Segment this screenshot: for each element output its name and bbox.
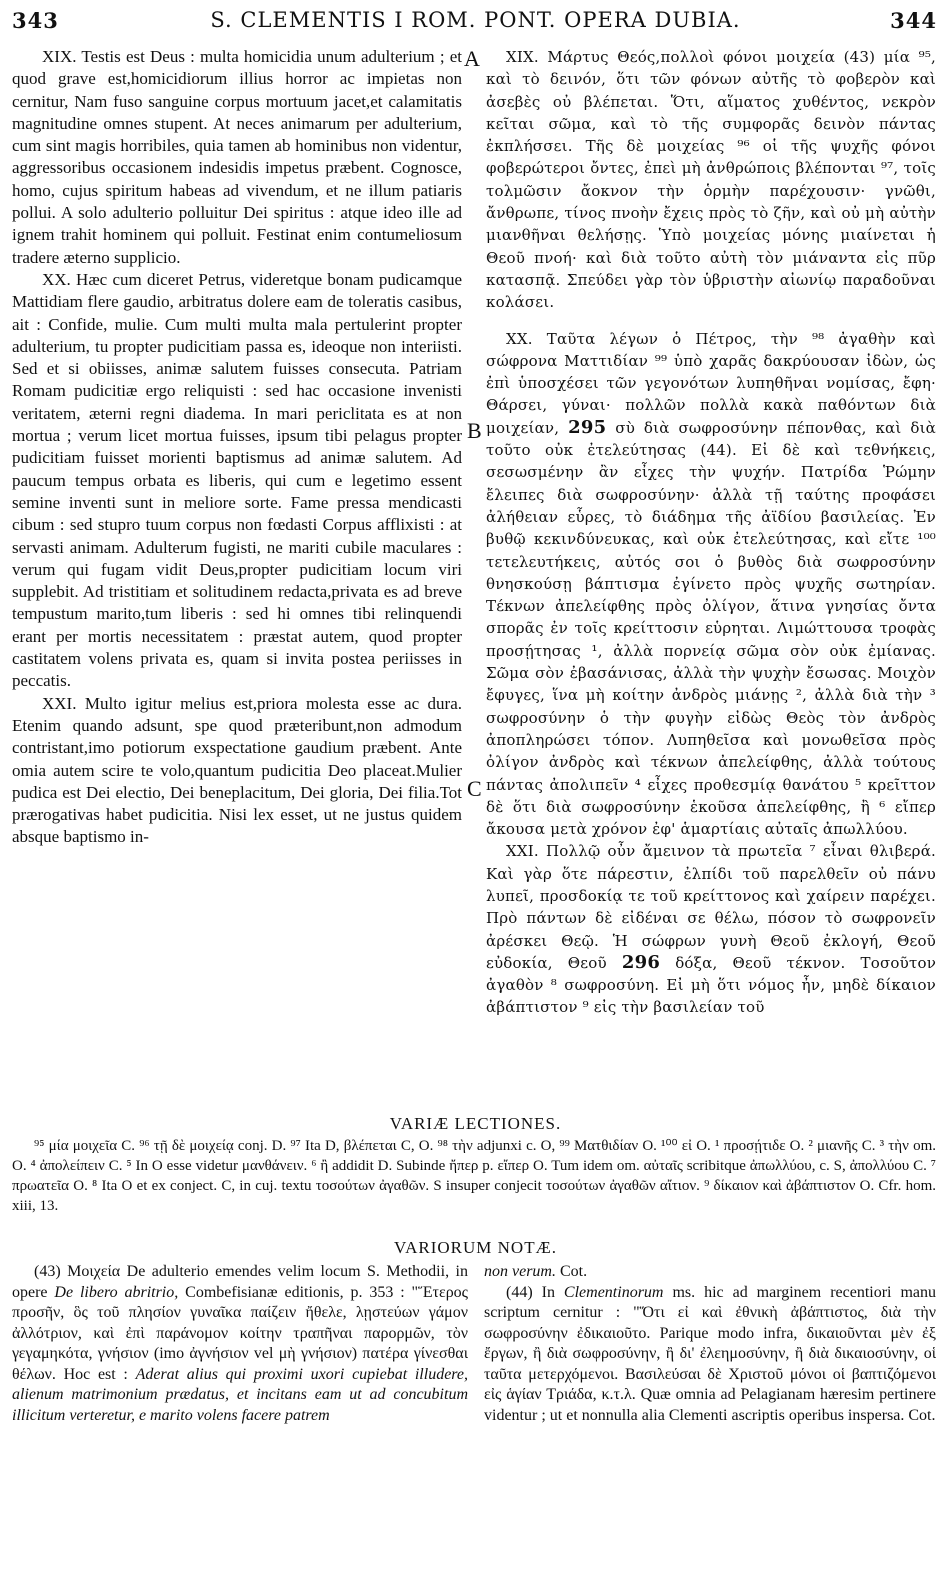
latin-section-xix: XIX. Testis est Deus : multa homicidia unum adulterium ; et quod grave est,homicidiorum illius horror ac impietas non cernitur, Nam fuso sanguine corpus mortuum jacet,et calamitatis magnitudine omnes stupent. At neces animarum per adulterium, cum sint magis horribiles, quia tamen ab hominibus non videntur, aggressoribus occasionem indesidis impetus præbent. Cognosce, homo, cujus spiritum habeas ad vivendum, et ne illum patiaris pollui. A solo adulterio polluitur Dei spiritus : atque ideo ille ad ignem trahit hominem qui polluit. Festinat enim contumeliosum tradere æterno supplicio. (12, 47, 462, 267)
greek-section-xx (486, 328, 936, 841)
greek-xx-part-a: XX. Ταῦτα λέγων ὁ Πέτρος, τὴν ⁹⁸ ἀγαθὴν καὶ σώφρονα Ματτιδίαν ⁹⁹ ὑπὸ χαρᾶς δακρύουσαν ἰδὼν, ὡς ἐπὶ ὑποσχέσει τῶν γεγονότων λυπηθῆναι νομίσας, ἔφη· Θάρσει, γύναι· πολλῶν πολλὰ κακὰ παθόντων διὰ μοιχείαν, (486, 329, 936, 437)
page-number-right: 344 (890, 8, 937, 33)
running-header (0, 0, 951, 40)
greek-column (486, 46, 936, 1112)
notes-right-column (484, 1262, 936, 1562)
note-44-text-a: (44) In (506, 1283, 555, 1301)
latin-column (12, 46, 462, 1112)
page-number-left: 343 (12, 8, 59, 33)
margin-letter-a: A (464, 46, 480, 71)
margin-letter-c: C (467, 776, 482, 801)
note-44-italic: Clementinorum (563, 1283, 664, 1301)
greek-section-xxi (486, 840, 936, 1018)
note-43-text-b: Combefisianæ editionis, p. 353 : "Ἕτερος προσῆν, ὃς τοῦ πλησίον γυναῖκα παίζειν ἤθελε, λῃστεύων γάμον ἀλλότριον, καὶ ἐπὶ παράνομον κοίτην τραπῆναι παρορμῶν, τὸν γεγαμηκότα, γνήσιον (imo ἀγνήσιον vel μὴ γνήσιον) πατέρα γίνεσθαι θέλων. Hoc est : (12, 1283, 468, 1383)
greek-section-xix: XIX. Μάρτυς Θεός,πολλοὶ φόνοι μοιχεία (43) μία ⁹⁵, καὶ τὸ δεινόν, ὅτι τῶν φόνων αὐτῆς τὸ φοβερὸν καὶ ἀσεβὲς οὐ βλέπεται. Ὅτι, αἵματος χυθέντος, νεκρὸν κεῖται σῶμα, καὶ τὸ τῆς συμφορᾶς δεινὸν πάντας ἐκπλήσσει. Τῆς δὲ μοιχείας ⁹⁶ οἱ τῆς ψυχῆς φόνοι φοβερώτεροι ὄντες, ἐπεὶ μὴ ἀνθρώποις βλέπονται ⁹⁷, τοῖς τολμῶσιν ἄοκνον τὴν ὁρμὴν παρέχουσιν· γνῶθι, ἄνθρωπε, τίνος πνοὴν ἔχεις πρὸς τὸ ζῆν, καὶ οὐ μὴ αὐτὴν μιανθῆναι θελήσῃς. Ὑπὸ μοιχείας μόνης μιαίνεται ἡ Θεοῦ πνοή· καὶ διὰ τοῦτο αὐτὴ τὸν μιάναντα εἰς πῦρ κατασπᾷ. Σπεύδει γὰρ τὸν ὑβριστὴν αἰωνίῳ παραδοῦναι κολάσει. (486, 48, 936, 312)
variae-lectiones (12, 1136, 936, 1216)
note-43-continuation (484, 1262, 936, 1283)
margin-letter-b: B (467, 418, 482, 443)
latin-section-xx: XX. Hæc cum diceret Petrus, videretque bonam pudicamque Mattidiam flere gaudio, arbitratus dolere eam de toleratis casibus, ait : Confide, mulie. Cum multi multa mala pertulerint propter adulterium, tu propter pudicitiam passa es, ideoque non interiisti. Sed et si obiisses, animæ salutem fuisses consecuta. Patriam Romam pudicitiæ ergo reliquisti : sed hac occasione invenisti veritatem, æterni regni diadema. In mari periclitata es at non mortua ; verum licet mortua fuisses, ipsum tibi pelagus propter pudicitiam fuisset morienti baptismus ad animæ salutem. Ad paucum tempus orbata es liberis, qui cum e legetimo essent semine inventi sunt in meliore sorte. Fame pressa mendicasti cibum : sed stupro tuum corpus non fœdasti Corpus afflixisti : at servasti animam. Adulterum fugisti, ne mariti cubile maculares : verum qui fugam vidit Deus,propter pudicitiam locum viri supplebit. Ad tristitiam et solitudinem redacta,privata es ad breve tempustum marito,tum liberis : sed hi omnes tibi relinquendi erant per mortis necessitatem : præstat autem, quod propter castitatem volens privata es, quam si invita postea periisses in peccatis. (12, 269, 462, 691)
variorum-notae-heading: VARIORUM NOTÆ. (394, 1238, 557, 1257)
greek-xxi-part-a: XXI. Πολλῷ οὖν ἄμεινον τὰ πρωτεῖα ⁷ εἶναι θλιβερά. Καὶ γὰρ ὅτε πάρεστιν, ἐλπίδι τοῦ παρελθεῖν οὐ πάνυ λυπεῖ, προσδοκίᾳ τε τοῦ κρείττονος καὶ χαίρειν παρέχει. Πρὸ πάντων δὲ εἰδέναι σε θέλω, πόσον τὸ σωφρονεῖν ἀρέσκει Θεῷ. Ἡ σώφρων γυνὴ Θεοῦ ἐκλογή, Θεοῦ εὐδοκία, Θεοῦ (486, 842, 936, 972)
running-title: S. CLEMENTIS I ROM. PONT. OPERA DUBIA. (210, 8, 741, 32)
greek-xx-part-b: σὺ διὰ σωφροσύνην πέπονθας, καὶ διὰ τοῦτο οὐκ ἐτελεύτησας (44). Εἰ δὲ καὶ τεθνήκεις, σεσωσμένην ἂν εἶχες τὴν ψυχήν. Πατρίδα Ῥώμην ἔλειπες διὰ σωφροσύνην· ἀλλὰ τῇ ταύτης προφάσει ἀλήθειαν εὗρες, τὸ διάδημα τῆς ἀϊδίου βασιλείας. Ἐν βυθῷ κεκινδύνευκας, καὶ οὐκ ἐτελεύτησας, καὶ εἴτε ¹⁰⁰ τετελευτήκεις, αὐτός σοι ὁ βυθὸς διὰ σωφροσύνην θνησκούσῃ βάπτισμα ἐγίνετο πρὸς ψυχῆς σωτηρίαν. Τέκνων ἀπελείφθης πρὸς ὀλίγον, ἅτινα γνησίας ὄντα σπορᾶς ἐν τοῖς κρείττοσιν εὑρηται. Λιμώττουσα τροφὰς προσῄτησας ¹, ἀλλὰ πορνείᾳ σῶμα σὸν οὐκ ἐμίανας. Σῶμα σὸν ἐβασάνισας, ἀλλὰ τὴν ψυχὴν ἔσωσας. Μοιχὸν ἔφυγες, ἵνα μὴ κοίτην ἀνδρὸς μιάνῃς ², ἀλλὰ διὰ τὴν ³ σωφροσύνην ὁ τὴν φυγὴν εἰδὼς Θεὸς τὸν ἀνδρὸς ἀποπληρώσει τόπον. Λυπηθεῖσα καὶ μονωθεῖσα πρὸς ὀλίγον ἀνδρὸς καὶ τέκνων ἀπελείφθης, ἀλλὰ τούτους πάντας ἀπολιπεῖν ⁴ εἶχες προθεσμίᾳ θανάτου ⁵ κρεῖττον δὲ ὅτι διὰ σωφροσύνην ἑκοῦσα ἀπελείφθης, ἢ ⁶ εἴπερ ἄκουσα μετὰ χρόνον ἐφ' ἁμαρτίαις αὐταῖς ἀπωλλύου. (486, 418, 936, 839)
notes-left-column (12, 1262, 468, 1562)
note-43-italic-end: non verum. (484, 1263, 556, 1280)
note-43 (12, 1262, 468, 1426)
note-44-text-b: ms. hic ad marginem recentiori manu scriptum cernitur : "Ὅτι εἰ καὶ ἐθνικὴ ἀβάπτιστος, διὰ τὴν σωφροσύνην ἐδικαιοῦτο. Parique modo infra, δικαιοῦνται μὲν ἐξ ἔργων, ἢ διὰ σωφροσύνην, ἢ δι' ἐλεημοσύνην, ἢ διὰ δικαιοσύνην, οἱ ταῦτα μετερχόμενοι. Βασιλεύσαι δὲ Χριστοῦ μόνοι οἱ βαπτιζόμενοι εἰς ἁγίαν Τριάδα, κ.τ.λ. Quæ omnia ad Pelagianam hæresim pertinere videntur ; ut et nonnulla alia Clementi ascriptis operibus inspersa. Cot. (484, 1283, 936, 1424)
column-number-295: 295 (568, 416, 607, 438)
variae-text: ⁹⁵ μία μοιχεῖα C. ⁹⁶ τῇ δὲ μοιχείᾳ conj. D. ⁹⁷ Ita D, βλέπεται C, O. ⁹⁸ τὴν adjunxi c. O, ⁹⁹ Ματθιδίαν O. ¹⁰⁰ εἰ O. ¹ προσῄτιδε O. ² μιανῆς C. ³ τὴν om. O. ⁴ ἀπολείπειν C. ⁵ In O esse videtur μανθάνειν. ⁶ ἢ addidit D. Subinde ἤπερ p. εἴπερ O. Tum idem om. αὐταῖς scribitque ἀπωλλύου, c. S, ἀπολλύου C. ⁷ πρωατεῖα O. ⁸ Ita O et ex conject. C, in cuj. textu τοσούτων ἀγαθῶν. S insuper conjecit τοσούτων ἀγαθῶν αἴτιον. ⁹ δίκαιον καὶ ἀβάπτιστον O. Cfr. hom. xiii, 13. (12, 1138, 936, 1214)
variae-lectiones-heading: VARIÆ LECTIONES. (389, 1114, 562, 1133)
note-43-text-a: (43) Μοιχεία De adulterio emendes velim locum S. Methodii, in opere (12, 1263, 468, 1301)
note-43-attribution: Cot. (559, 1263, 588, 1280)
latin-section-xxi: XXI. Multo igitur melius est,priora molesta esse ac dura. Etenim quando adsunt, spe quod præteribunt,non admodum contristant,imo potiorum exspectatione gaudium præbent. Ante omia autem scire te volo,quantum pudicitia Deo placeat.Mulier pudica est Dei electio, Dei beneplacitum, Dei gloria, Dei filia.Tot prærogativas habet pudicitia. Nisi lex esset, ut ne justus quidem absque baptismo in- (12, 693, 462, 847)
column-number-296: 296 (621, 951, 661, 973)
greek-xxi-part-b: δόξα, Θεοῦ τέκνον. Τοσοῦτον ἀγαθὸν ⁸ σωφροσύνη. Εἰ μὴ ὅτι νόμος ἦν, μηδὲ δίκαιον ἀβάπτιστον ⁹ εἰς τὴν βασιλείαν τοῦ (486, 953, 936, 1017)
note-43-italic-translation: Aderat alius qui proximi uxori cupiebat illudere, alienum matrimonium prædatus, et incitans eam ut ad concubitum illicitum verteretur, e marito volens facere patrem (12, 1365, 468, 1424)
note-44 (484, 1283, 936, 1427)
note-43-italic-title: De libero abritrio, (54, 1283, 179, 1301)
